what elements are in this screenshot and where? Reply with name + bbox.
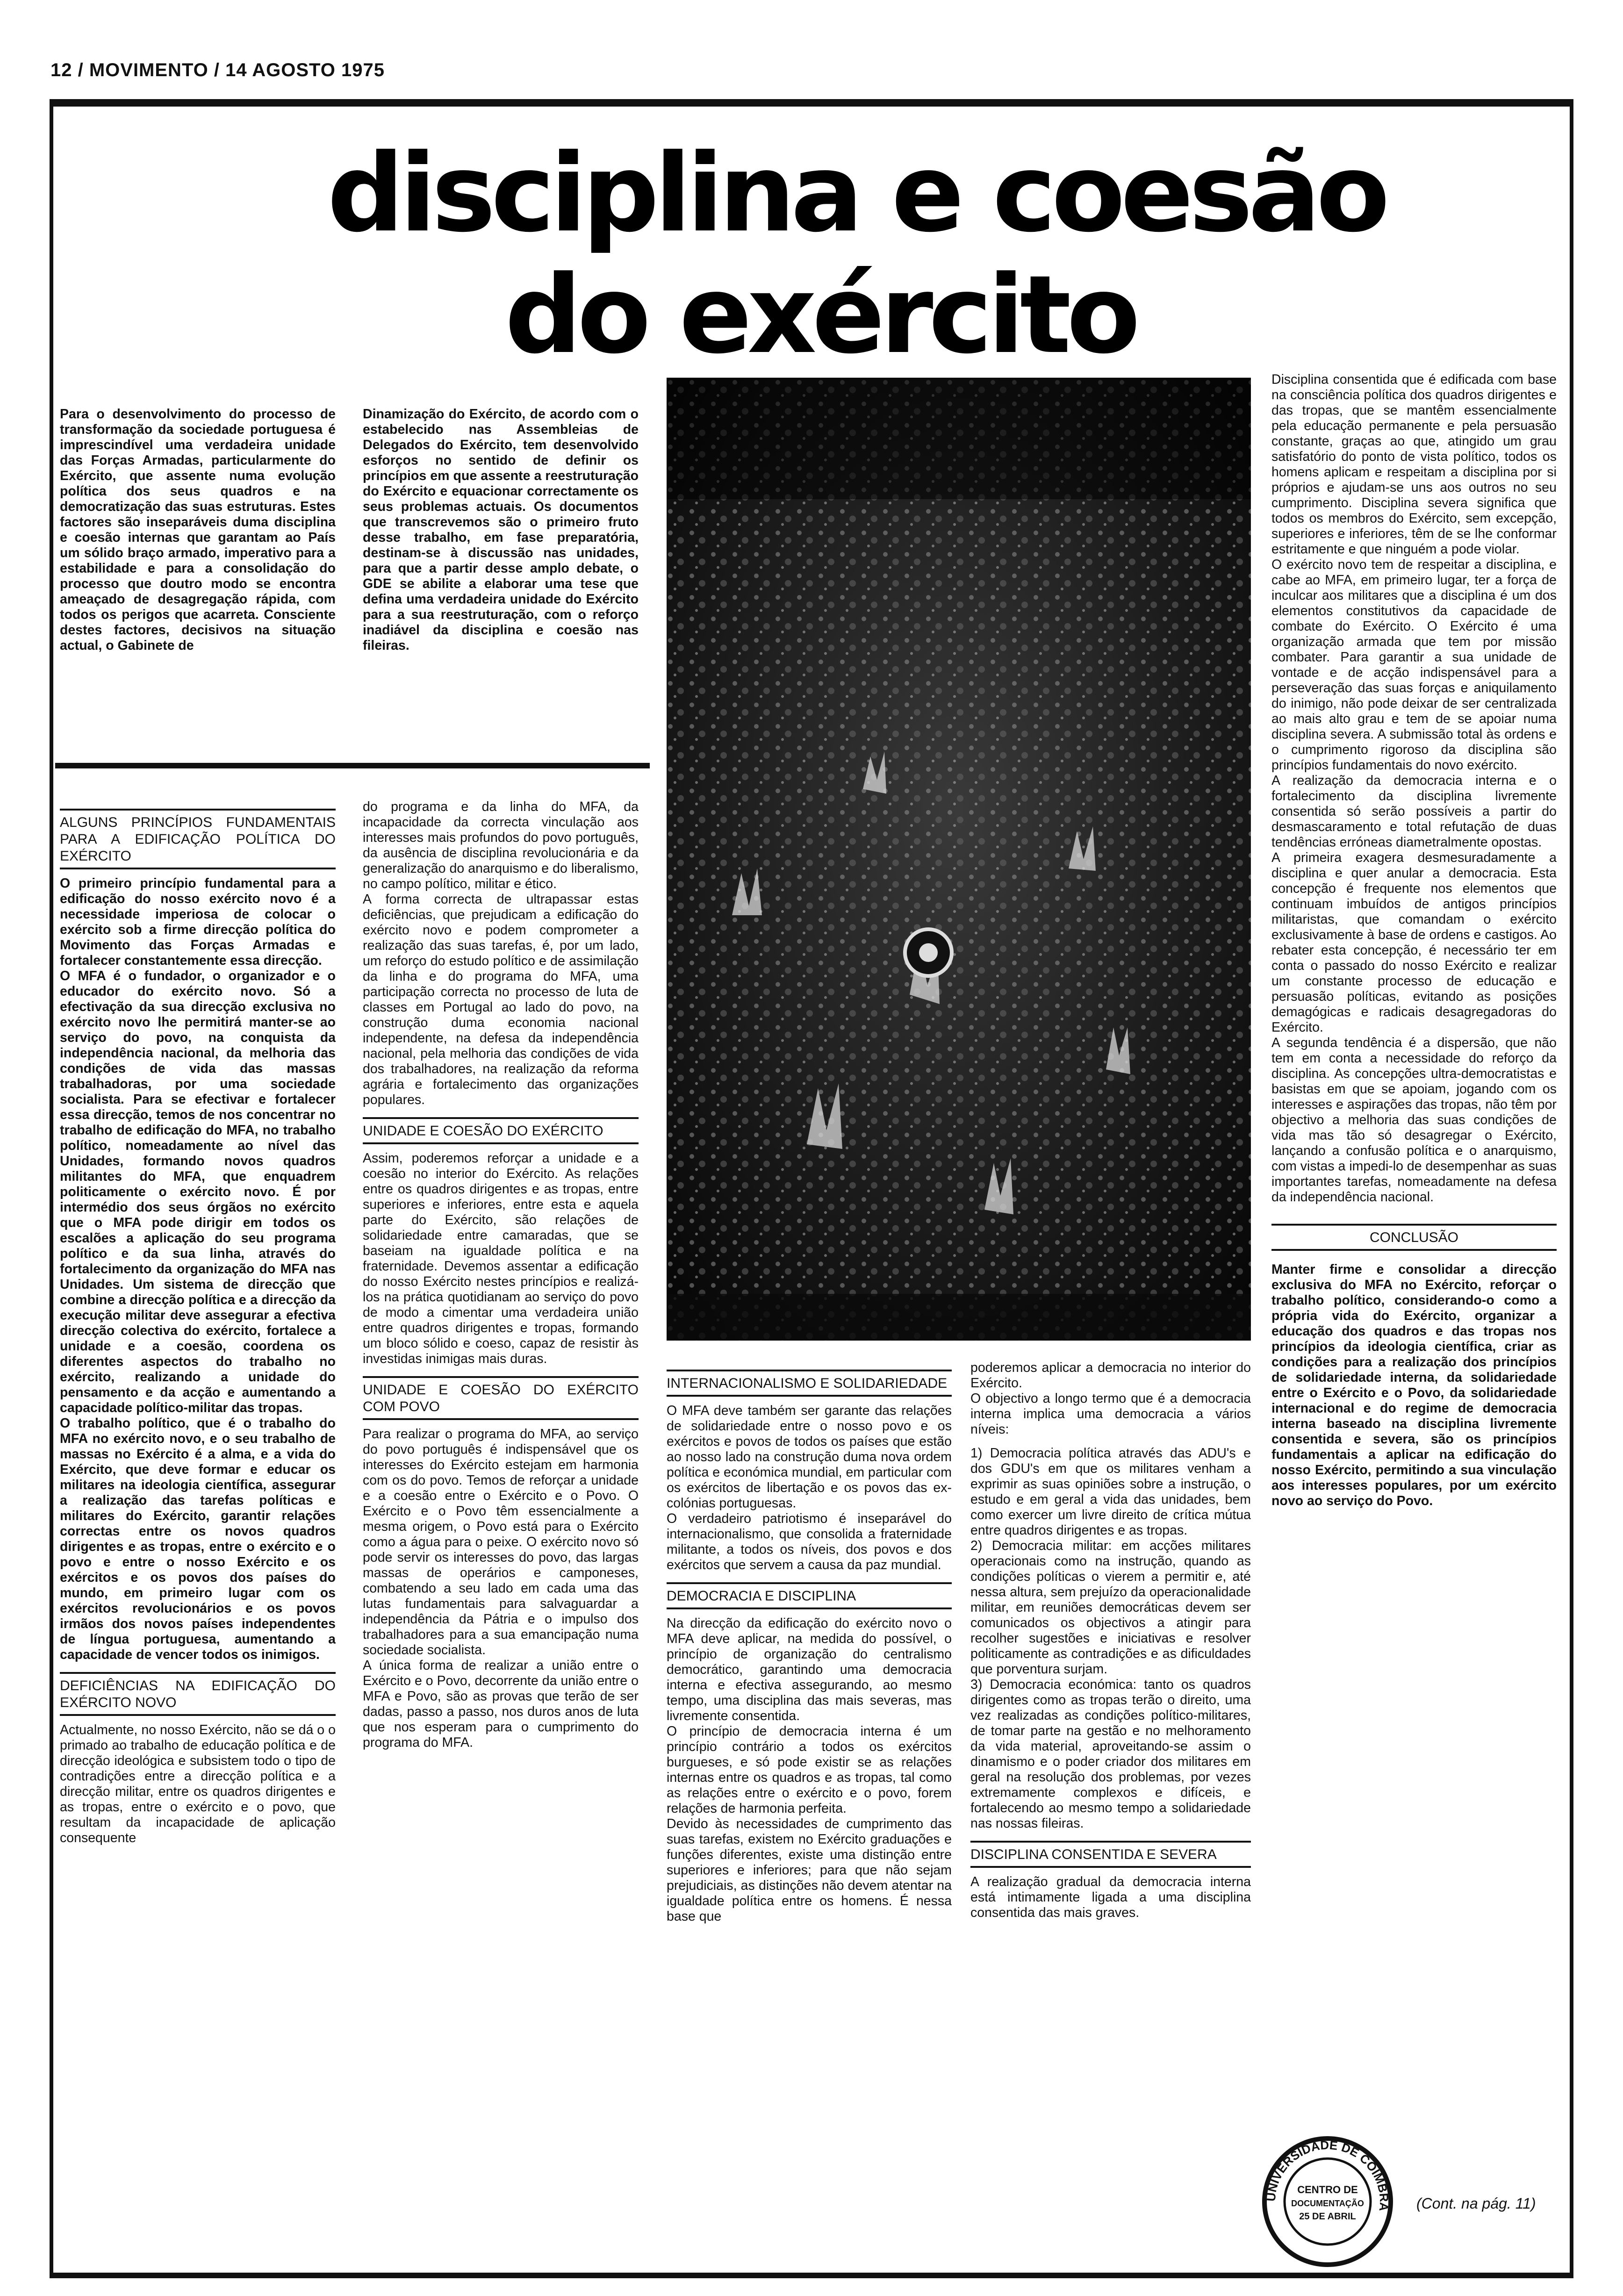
- column-1-paragraph-2: O MFA é o fundador, o organizador e o educador do exército novo. Só a efectivação da sua direcção exclusiva no exército novo lhe permitirá manter-se ao serviço do povo, na conquista da independência nacional, da melhoria das condições de vida das massas trabalhadoras, por uma sociedade socialista. Para se efectivar e fortalecer essa direcção, temos de nos concentrar no trabalho de edificação do MFA, no trabalho político, nomeadamente ao nível das Unidades, formando novos quadros militantes do MFA, que enquadrem politicamente o exército novo. É por intermédio dos seus órgãos no exército que o MFA pode dirigir em todos os escalões a aplicação do seu programa político e da sua linha, através do fortalecimento da organização do MFA nas Unidades. Um sistema de direcção que combine a direcção política e a direcção da execução militar deve assegurar a efectiva direcção colectiva do exército, fortalece a unidade e a coesão, coordena os diferentes aspectos do trabalho no exército, realizando a unidade do pensamento e da acção e aumentando a capacidade político-militar das tropas.: [60, 969, 336, 1415]
- intro-paragraph-1: Para o desenvolvimento do processo de transformação da sociedade portuguesa é imprescindível uma verdadeira unidade das Forças Armadas, particularmente do Exército, que assente numa evolução política dos seus quadros e na democratização das suas estruturas. Estes factores são inseparáveis duma disciplina e coesão internas que garantam ao País um sólido braço armado, imperativo para a estabilidade e para a consolidação do processo que doutro modo se encontra ameaçado de desagregação rápida, com todos os perigos que acarreta. Consciente destes factores, decisivos na situação actual, o Gabinete de: [60, 407, 336, 653]
- column-3-paragraph-2: O verdadeiro patriotismo é inseparável do internacionalismo, que consolida a fraternidade militante, a todos os níveis, dos povos e dos exércitos que servem a causa da paz mundial.: [667, 1511, 952, 1572]
- column-5-paragraph-3: A realização da democracia interna e o fortalecimento da disciplina livremente consentida só serão possíveis a partir do desmascaramento e total refutação de duas tendências erróneas diametralmente opostas.: [1271, 773, 1557, 850]
- left-border: [50, 99, 53, 2277]
- column-5-paragraph-2: O exército novo tem de respeitar a disciplina, e cabe ao MFA, em primeiro lugar, ter a força de inculcar aos militares que a disciplina é um dos elementos constitutivos da capacidade de combate do Exército. O Exército é uma organização armada que tem por missão combater. Para garantir a sua unidade de vontade e de acção indispensável para a perseveração das suas forças e aniquilamento do inimigo, não pode deixar de ser centralizada ao mais alto grau e tem de se apoiar numa disciplina severa. A submissão total às ordens e o cumprimento rigoroso da disciplina são princípios fundamentais do novo exército.: [1271, 557, 1557, 773]
- column-2-paragraph-3: Assim, poderemos reforçar a unidade e a coesão no interior do Exército. As relações entre os quadros dirigentes e as tropas, entre superiores e inferiores, entre esta e aquela parte do Exército, são relações de solidariedade entre camaradas, que se baseiam na igualdade política e na fraternidade. Devemos assentar a edificação do nosso Exército nestes princípios e realizá-los na prática quotidianam ao serviço do povo de modo a cimentar uma verdadeira união entre quadros dirigentes e tropas, formando um bloco sólido e coeso, capaz de resistir às investidas inimigas mais duras.: [363, 1151, 639, 1366]
- column-5-paragraph-1: Disciplina consentida que é edificada com base na consciência política dos quadros dirigentes e das tropas, que se mantêm essencialmente pela educação permanente e pela persuasão constante, graças ao que, atingido um grau satisfatório do ponto de vista político, todos os homens aplicam e respeitam a disciplina por si próprios e ajudam-se uns aos outros no seu cumprimento. Disciplina severa significa que todos os membros do Exército, sem excepção, superiores e inferiores, têm de se lhe conformar estritamente e que ninguém a pode violar.: [1271, 372, 1557, 557]
- title-line-2: do exército: [505, 253, 1136, 378]
- column-4-paragraph-5: 3) Democracia económica: tanto os quadros dirigentes como as tropas terão o direito, uma vez realizadas as condições político-militares, de tomar parte na gestão e no melhoramento da vida material, aproveitando-se assim o dinamismo e o poder criador dos militares em geral na resolução dos problemas, por vezes extremamente complexos e difíceis, e fortalecendo ao mesmo tempo a solidariedade nas nossas fileiras.: [970, 1677, 1251, 1831]
- right-border: [1570, 99, 1573, 2277]
- column-3-paragraph-4: O princípio de democracia interna é um princípio contrário a todos os exércitos burgueses, e só pode existir se as relações internas entre os quadros e as tropas, tal como as relações entre o exército e o povo, forem relações de harmonia perfeita.: [667, 1724, 952, 1816]
- library-stamp: [1257, 2131, 1398, 2272]
- column-3-paragraph-3: Na direcção da edificação do exército novo o MFA deve aplicar, na medida do possível, o princípio de organização do centralismo democrático, garantindo uma democracia interna e efectiva assegurando, ao mesmo tempo, uma disciplina das mais severas, mas livremente consentida.: [667, 1616, 952, 1723]
- section-heading-deficiencies: DEFICIÊNCIAS NA EDIFICAÇÃO DO EXÉRCITO NOVO: [60, 1672, 336, 1716]
- section-heading-unity: UNIDADE E COESÃO DO EXÉRCITO: [363, 1117, 639, 1144]
- column-1-paragraph-1: O primeiro princípio fundamental para a edificação do nosso exército novo é a necessidade imperiosa de colocar o exército sob a firme direcção política do Movimento das Forças Armadas e fortalecer constantemente essa direcção.: [60, 876, 336, 968]
- top-rule: [50, 99, 1573, 107]
- intro-paragraph-2: Dinamização do Exército, de acordo com o estabelecido nas Assembleias de Delegados do Exército, tem desenvolvido esforços no sentido de definir os princípios em que assente a reestruturação do Exército e equacionar correctamente os seus problemas actuais. Os documentos que transcrevemos são o primeiro fruto desse trabalho, em fase preparatória, destinam-se à discussão nas unidades, para que a partir desse amplo debate, o GDE se abilite a elaborar uma tese que defina uma verdadeira unidade do Exército para a sua reestruturação, com o reforço inadiável da disciplina e coesão nas fileiras.: [363, 407, 639, 653]
- column-4-paragraph-6: A realização gradual da democracia interna está intimamente ligada a uma disciplina consentida das mais graves.: [970, 1874, 1251, 1920]
- section-heading-unity-people: UNIDADE E COESÃO DO EXÉRCITO COM POVO: [363, 1376, 639, 1420]
- stamp-ring-text: UNIVERSIDADE DE COIMBRA: [1264, 2138, 1392, 2212]
- column-4: [970, 1360, 1251, 1921]
- section-heading-conclusion: CONCLUSÃO: [1271, 1224, 1557, 1251]
- column-4-paragraph-3: 1) Democracia política através das ADU's e dos GDU's em que os militares venham a exprimir as suas opiniões sobre a instrução, o estudo e em geral a vida das unidades, bem como exercer um livre direito de crítica mútua entre quadros dirigentes e as tropas.: [970, 1446, 1251, 1538]
- column-5-paragraph-5: A segunda tendência é a dispersão, que não tem em conta a necessidade do reforço da disciplina. As concepções ultra-democratistas e basistas em que se apoiam, jogando com os interesses e aspirações das tropas, não têm por objectivo a melhoria das suas condições de vida mas tão só desagregar o Exército, lançando a confusão política e o anarquismo, com vistas a impedi-lo de desempenhar as suas importantes tarefas, nomeadamente na defesa da independência nacional.: [1271, 1035, 1557, 1205]
- column-2-paragraph-2: A forma correcta de ultrapassar estas deficiências, que prejudicam a edificação do exército novo e podem comprometer a realização das suas tarefas, é, por um lado, um reforço do estudo político e de assimilação da linha e do programa do MFA, uma participação correcta no processo de luta de classes em Portugal ao lado do povo, na construção duma economia nacional independente, na defesa da independência nacional, pela melhoria das condições de vida dos trabalhadores, na realização da reforma agrária e fortalecimento das organizações populares.: [363, 892, 639, 1107]
- column-3-paragraph-5: Devido às necessidades de cumprimento das suas tarefas, existem no Exército graduações e funções diferentes, existe uma distinção entre superiores e inferiores; para que não sejam prejudiciais, as distinções não devem atentar na igualdade política entre os homens. É nessa base que: [667, 1816, 952, 1924]
- column-2-paragraph-5: A única forma de realizar a união entre o Exército e o Povo, decorrente da união entre o MFA e Povo, são as provas que terão de ser dadas, passo a passo, nos duros anos de luta que nos esperam para o cumprimento do programa do MFA.: [363, 1658, 639, 1750]
- column-2: [363, 799, 639, 1751]
- crowd-photo: [667, 378, 1251, 1341]
- section-heading-discipline: DISCIPLINA CONSENTIDA E SEVERA: [970, 1841, 1251, 1868]
- column-1-paragraph-4: Actualmente, no nosso Exército, não se dá o o primado ao trabalho de educação política e de direcção ideológica e subsistem todo o tipo de contradições entre a direcção política e a direcção militar, entre os quadros dirigentes e as tropas, entre o exército e o povo, que resultam da incapacidade de aplicação consequente: [60, 1722, 336, 1845]
- column-5: [1271, 372, 1557, 1509]
- column-5-paragraph-6: Manter firme e consolidar a direcção exclusiva do MFA no Exército, reforçar o trabalho político, considerando-o como a própria vida do Exército, organizar a educação dos quadros e das tropas nos princípios da ideologia científica, criar as condições para a realização dos princípios de solidariedade interna, da solidariedade entre o Exército e o Povo, da solidariedade internacional e do regime de democracia interna baseado na disciplina livremente consentida e severa, são os princípios fundamentais a aplicar na edificação do nosso Exército, permitindo a sua vinculação aos interesses populares, por um exército novo ao serviço do Povo.: [1271, 1262, 1557, 1508]
- column-5-paragraph-4: A primeira exagera desmesuradamente a disciplina e quer anular a democracia. Esta concepção é frequente nos elementos que continuam imbuídos de antigos princípios militaristas, que comandam o exército exclusivamente à base de ordens e castigos. Ao rebater esta concepção, é necessário ter em conta o passado do nosso Exército e realizar um constante processo de educação e persuasão políticas, evitando as posições demagógicas e radicais desagregadoras do Exército.: [1271, 850, 1557, 1035]
- stamp-line-3: 25 DE ABRIL: [1299, 2211, 1356, 2222]
- continuation-note: (Cont. na pág. 11): [1416, 2195, 1536, 2212]
- intro-column-1: [60, 407, 336, 653]
- intro-column-2: [363, 407, 639, 653]
- intro-rule: [55, 763, 650, 768]
- column-3-paragraph-1: O MFA deve também ser garante das relações de solidariedade entre o nosso povo e os exércitos e povos de todos os países que estão ao nosso lado na construção duma nova ordem política e económica mundial, em particular com os exércitos de libertação e os povos das ex-colónias portuguesas.: [667, 1403, 952, 1511]
- section-heading-principles: ALGUNS PRINCÍPIOS FUNDAMENTAIS PARA A EDIFICAÇÃO POLÍTICA DO EXÉRCITO: [60, 809, 336, 869]
- column-3: [667, 1370, 952, 1924]
- column-4-paragraph-2: O objectivo a longo termo que é a democracia interna implica uma democracia a vários níveis:: [970, 1391, 1251, 1437]
- column-1-paragraph-3: O trabalho político, que é o trabalho do MFA no exército novo, e o seu trabalho de massas no Exército é a alma, e a vida do Exército, que deve formar e educar os militares na ideologia científica, assegurar a realização das tarefas políticas e militares do Exército, garantir relações correctas entre os novos quadros dirigentes e as tropas, entre o exército e o povo e entre o nosso Exército e os exércitos e os povos dos países do mundo, em primeiro lugar com os exércitos revolucionários e os povos irmãos dos novos países independentes de língua portuguesa, aumentando a capacidade de vencer todos os inimigos.: [60, 1416, 336, 1662]
- title-line-1: disciplina e coesão: [327, 131, 1386, 256]
- page-header: 12 / MOVIMENTO / 14 AGOSTO 1975: [50, 60, 385, 80]
- column-4-paragraph-1: poderemos aplicar a democracia no interior do Exército.: [970, 1360, 1251, 1391]
- column-2-paragraph-4: Para realizar o programa do MFA, ao serviço do povo português é indispensável que os interesses do Exército estejam em harmonia com os do povo. Temos de reforçar a unidade e a coesão entre o Exército e o Povo. O Exército e o Povo têm essencialmente a mesma origem, o Povo está para o Exército como a água para o peixe. O exército novo só pode servir os interesses do povo, das largas massas de operários e camponeses, combatendo a seu lado em cada uma das lutas fundamentais para salvaguardar a independência da Pátria e o impulso dos trabalhadores para a sua emancipação numa sociedade socialista.: [363, 1427, 639, 1657]
- bottom-rule: [50, 2273, 1573, 2278]
- column-4-paragraph-4: 2) Democracia militar: em acções militares operacionais como na instrução, quando as condições políticas o vierem a permitir e, até nessa altura, sem prejuízo da operacionalidade militar, em reuniões democráticas devem ser comunicados os objectivos a atingir para recolher sugestões e iniciativas e resolver politicamente as contradições e as dificuldades que porventura surjam.: [970, 1538, 1251, 1677]
- stamp-line-1: CENTRO DE: [1297, 2184, 1358, 2196]
- section-heading-democracy: DEMOCRACIA E DISCIPLINA: [667, 1582, 952, 1609]
- column-1: [60, 809, 336, 1846]
- section-heading-internationalism: INTERNACIONALISMO E SOLIDARIEDADE: [667, 1370, 952, 1397]
- stamp-line-2: DOCUMENTAÇÃO: [1291, 2199, 1364, 2208]
- column-2-paragraph-1: do programa e da linha do MFA, da incapacidade da correcta vinculação aos interesses mais profundos do povo português, da ausência de disciplina revolucionária e da generalização do anarquismo e do liberalismo, no campo político, militar e ético.: [363, 799, 639, 891]
